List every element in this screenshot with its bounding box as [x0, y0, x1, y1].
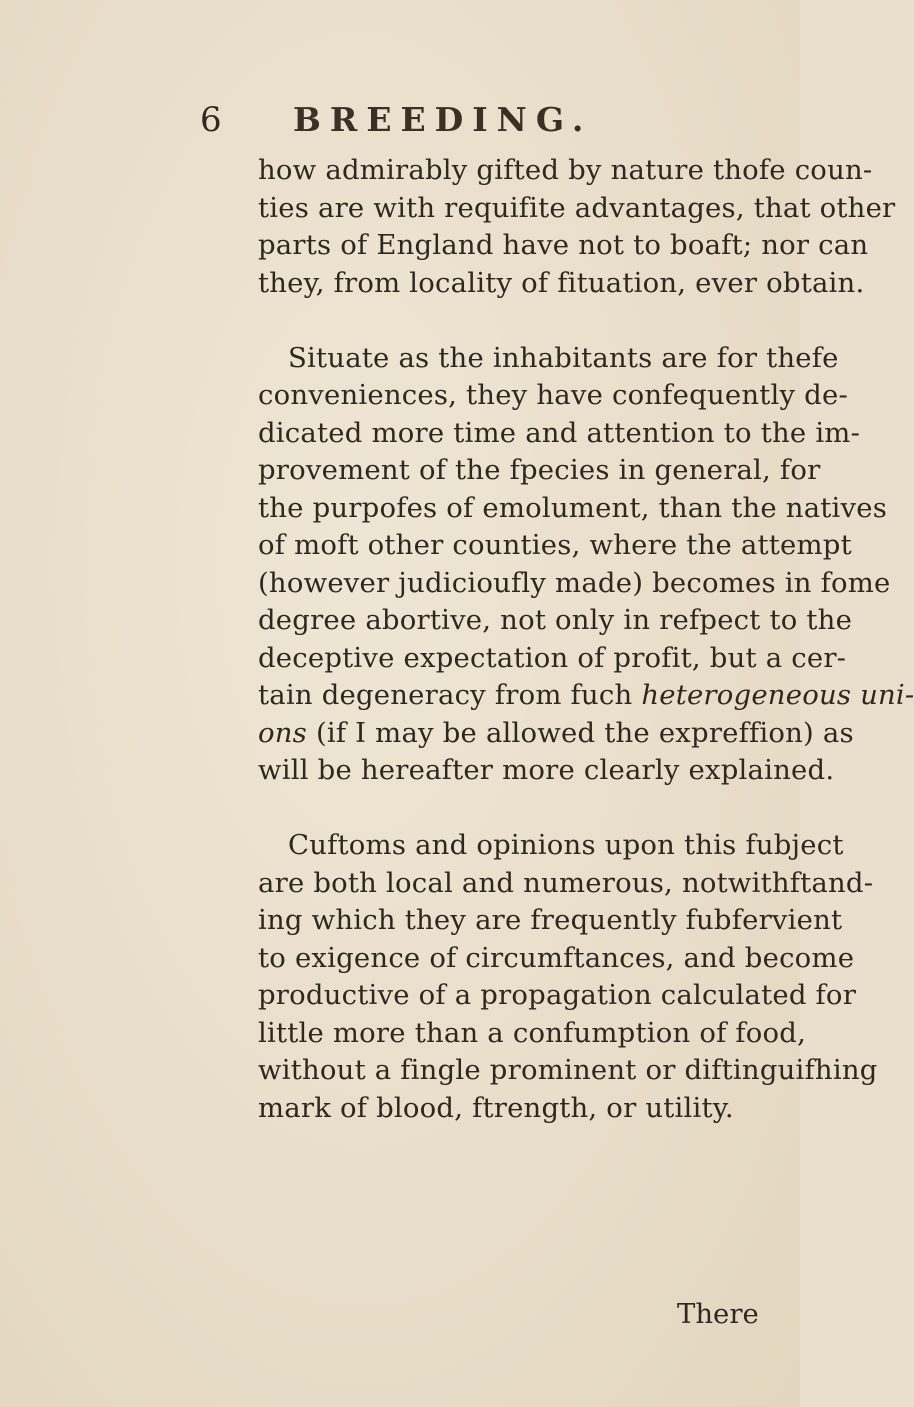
text-line: degree abortive, not only in refpect to the [258, 604, 853, 636]
text-line: productive of a propagation calculated for [258, 979, 857, 1011]
paragraph-gap [258, 302, 741, 340]
text-line: parts of England have not to boaft; nor can [258, 229, 869, 261]
catchword: There [677, 1298, 759, 1330]
text-line: they, from locality of fituation, ever obtain. [258, 266, 865, 299]
text-line: deceptive expectation of profit, but a cer- [258, 641, 847, 674]
text-line: to exigence of circumftances, and become [258, 941, 855, 974]
text-line: dicated more time and attention to the im- [258, 416, 861, 449]
text-line: Cuftoms and opinions upon this fubject [288, 829, 844, 861]
text-line: will be hereafter more clearly explained. [258, 754, 835, 786]
italic-phrase: heterogeneous uni- [641, 679, 914, 711]
text-line: provement of the fpecies in general, for [258, 454, 821, 486]
text-line: (however judicioufly made) becomes in fome [258, 566, 891, 599]
body-text [258, 152, 914, 1127]
running-head: BREEDING. [293, 100, 593, 139]
text-line: are both local and numerous, notwithftand- [258, 866, 874, 899]
text-line: ties are with requifite advantages, that other [258, 191, 896, 224]
text-line-with-italic [258, 715, 854, 753]
paragraph-2 [258, 340, 914, 790]
text-line: how admirably gifted by nature thofe coun- [258, 154, 873, 186]
text-line: Situate as the inhabitants are for thefe [288, 341, 839, 374]
text-line: the purpofes of emolument, than the natives [258, 491, 888, 524]
page-number: 6 [200, 100, 222, 140]
text-line-with-italic [258, 677, 914, 715]
text-line: of moft other counties, where the attempt [258, 529, 852, 561]
text-line: without a fingle prominent or diftinguifhing [258, 1054, 878, 1086]
paragraph-3 [258, 827, 878, 1127]
text-line: mark of blood, ftrength, or utility. [258, 1091, 734, 1124]
paragraph-gap [258, 790, 741, 828]
text-line: little more than a confumption of food, [258, 1016, 807, 1049]
paragraph-1 [258, 152, 896, 302]
italic-phrase: ons [258, 716, 307, 749]
line-text: tain degeneracy from fuch [258, 679, 633, 711]
page-header [200, 98, 660, 142]
line-text: (if I may be allowed the expreffion) as [315, 716, 854, 749]
text-line: ing which they are frequently fubfervient [258, 904, 843, 936]
text-line: conveniences, they have confequently de- [258, 379, 848, 411]
